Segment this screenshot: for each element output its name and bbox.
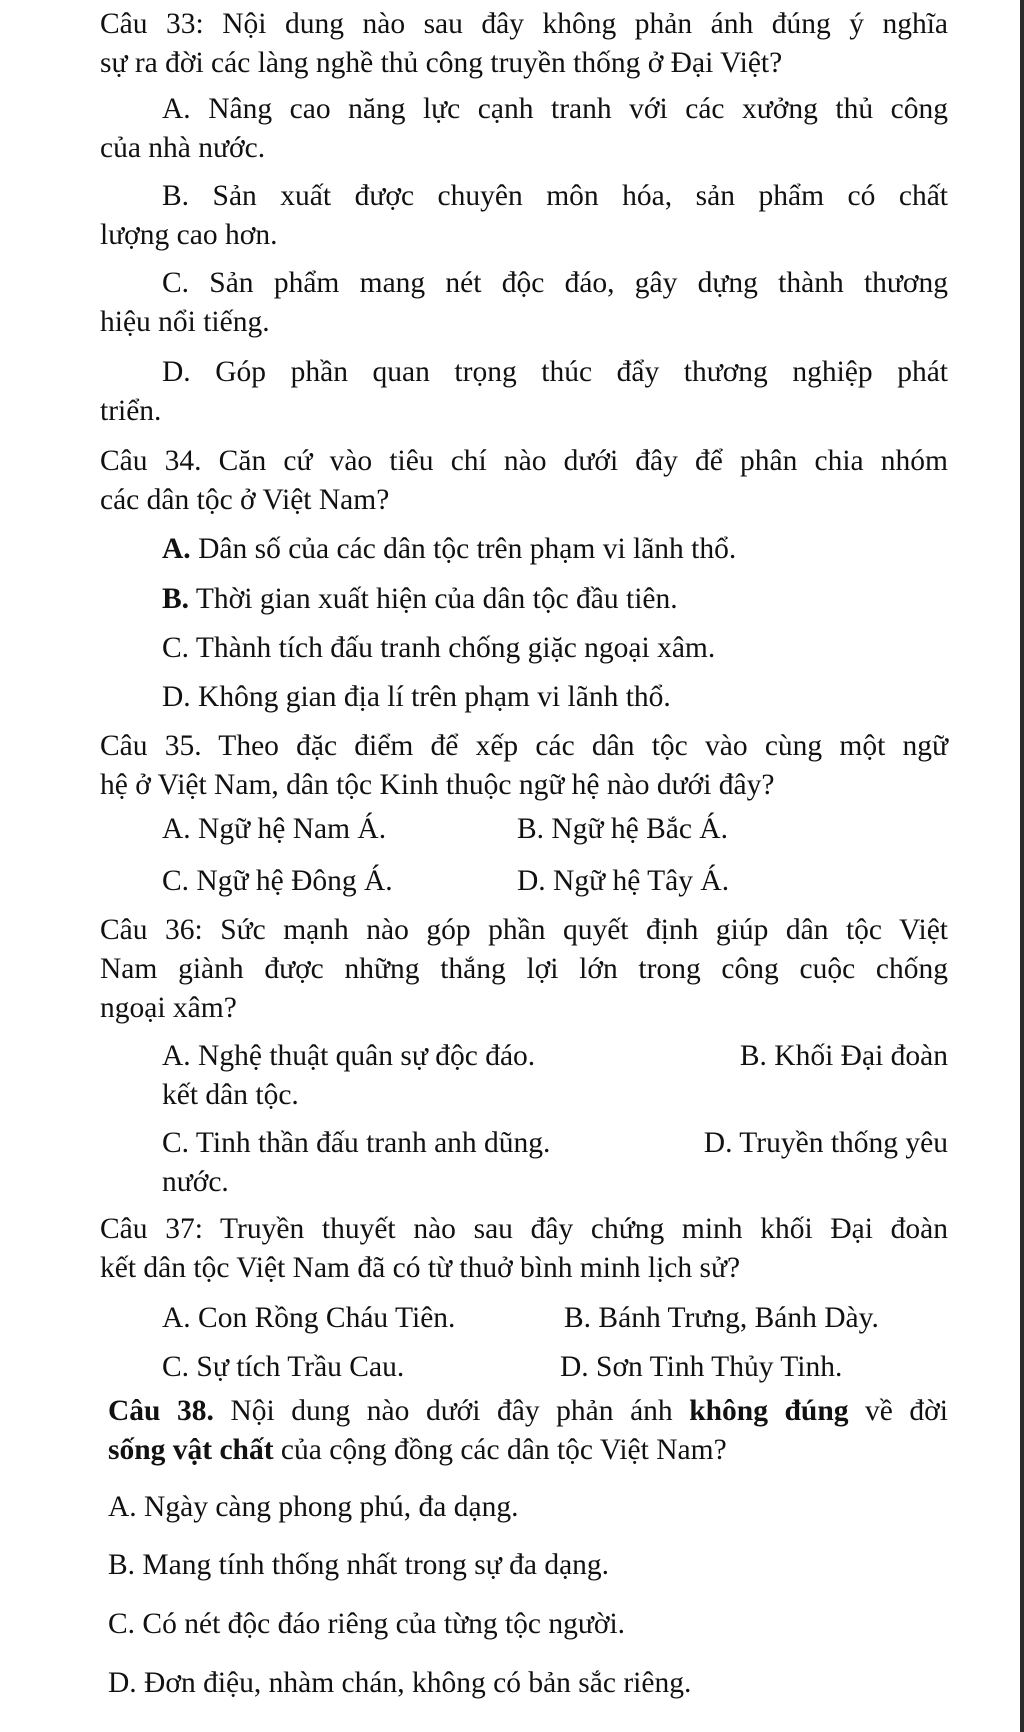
q33-option-a-line-1: A. Nâng cao năng lực cạnh tranh với các xưởng thủ công: [162, 93, 948, 125]
question-33-line-2: sự ra đời các làng nghề thủ công truyền thống ở Đại Việt?: [100, 47, 783, 79]
question-38-text-3: của cộng đồng các dân tộc Việt Nam?: [273, 1434, 727, 1466]
q33-option-a-line-2: của nhà nước.: [100, 132, 266, 164]
q36-row-cd: [162, 1124, 948, 1163]
q34-option-a-letter: A.: [162, 533, 191, 565]
right-edge-bar: [1020, 0, 1024, 1732]
q33-option-c-line-2: hiệu nổi tiếng.: [100, 306, 270, 338]
question-38-line-2: [108, 1431, 948, 1470]
question-38: [108, 1392, 948, 1470]
question-37-line-1: Câu 37: Truyền thuyết nào sau đây chứng minh khối Đại đoàn: [100, 1213, 948, 1245]
q33-option-b-line-1: B. Sản xuất được chuyên môn hóa, sản phẩm có chất: [162, 180, 948, 212]
question-34: [100, 442, 948, 520]
q35-option-b: B. Ngữ hệ Bắc Á.: [517, 813, 728, 845]
question-35-line-1: Câu 35. Theo đặc điểm để xếp các dân tộc vào cùng một ngữ: [100, 730, 948, 762]
question-33-line-1: Câu 33: Nội dung nào sau đây không phản ánh đúng ý nghĩa: [100, 8, 948, 40]
q34-option-b-text: Thời gian xuất hiện của dân tộc đầu tiên.: [189, 583, 678, 615]
q35-option-d: D. Ngữ hệ Tây Á.: [517, 865, 730, 897]
q36-option-d: D. Truyền thống yêu: [703, 1127, 948, 1159]
q36-option-b-continued: kết dân tộc.: [162, 1079, 299, 1111]
q36-option-c: C. Tinh thần đấu tranh anh dũng.: [162, 1127, 551, 1159]
q35-option-a: A. Ngữ hệ Nam Á.: [162, 813, 387, 845]
q34-option-a: [162, 530, 736, 569]
q37-option-a: A. Con Rồng Cháu Tiên.: [162, 1302, 456, 1334]
q34-option-c: C. Thành tích đấu tranh chống giặc ngoại xâm.: [162, 632, 716, 664]
q36-option-a: A. Nghệ thuật quân sự độc đáo.: [162, 1040, 536, 1072]
q38-option-d: D. Đơn điệu, nhàm chán, không có bản sắc riêng.: [108, 1667, 692, 1699]
q34-option-b-letter: B.: [162, 583, 190, 615]
q33-option-a: [100, 90, 948, 168]
q36-row-ab: [162, 1037, 948, 1076]
question-38-text-1: Nội dung nào dưới đây phản ánh: [213, 1395, 690, 1427]
q36-option-b: B. Khối Đại đoàn: [739, 1040, 948, 1072]
q33-option-b: [100, 177, 948, 255]
q33-option-d: [100, 353, 948, 431]
q33-option-b-line-2: lượng cao hơn.: [100, 219, 278, 251]
question-36-line-2: Nam giành được những thắng lợi lớn trong công cuộc chống: [100, 953, 948, 985]
q34-option-d: D. Không gian địa lí trên phạm vi lãnh thổ.: [162, 681, 671, 713]
q38-option-a: A. Ngày càng phong phú, đa dạng.: [108, 1491, 519, 1523]
q37-option-c: C. Sự tích Trầu Cau.: [162, 1351, 405, 1383]
q33-option-c: [100, 264, 948, 342]
question-37-line-2: kết dân tộc Việt Nam đã có từ thuở bình minh lịch sử?: [100, 1252, 741, 1284]
question-36-line-3: ngoại xâm?: [100, 992, 237, 1024]
question-34-line-2: các dân tộc ở Việt Nam?: [100, 484, 390, 516]
question-36-line-1: Câu 36: Sức mạnh nào góp phần quyết định giúp dân tộc Việt: [100, 914, 948, 946]
question-36: [100, 911, 948, 1028]
q33-option-d-line-1: D. Góp phần quan trọng thúc đẩy thương nghiệp phát: [162, 356, 948, 388]
q33-option-d-line-2: triển.: [100, 395, 162, 427]
q33-option-c-line-1: C. Sản phẩm mang nét độc đáo, gây dựng thành thương: [162, 267, 948, 299]
q38-option-b: B. Mang tính thống nhất trong sự đa dạng.: [108, 1549, 610, 1581]
question-35-line-2: hệ ở Việt Nam, dân tộc Kinh thuộc ngữ hệ nào dưới đây?: [100, 769, 775, 801]
question-38-emphasis-1: không đúng: [689, 1395, 849, 1427]
question-37: [100, 1210, 948, 1288]
q36-option-d-continued: nước.: [162, 1166, 229, 1198]
question-38-text-2: về đời: [848, 1395, 948, 1427]
q37-option-d: D. Sơn Tinh Thủy Tinh.: [560, 1351, 843, 1383]
question-38-line-1: [108, 1392, 948, 1431]
q37-option-b: B. Bánh Trưng, Bánh Dày.: [564, 1302, 879, 1334]
q38-option-c: C. Có nét độc đáo riêng của từng tộc người.: [108, 1608, 626, 1640]
question-33: [100, 5, 948, 83]
q34-option-b: [162, 580, 678, 619]
question-38-emphasis-2: sống vật chất: [108, 1434, 274, 1466]
question-34-line-1: Câu 34. Căn cứ vào tiêu chí nào dưới đây để phân chia nhóm: [100, 445, 948, 477]
question-38-number: Câu 38.: [108, 1395, 214, 1427]
q34-option-a-text: Dân số của các dân tộc trên phạm vi lãnh thổ.: [190, 533, 737, 565]
question-35: [100, 727, 948, 805]
q35-option-c: C. Ngữ hệ Đông Á.: [162, 865, 393, 897]
